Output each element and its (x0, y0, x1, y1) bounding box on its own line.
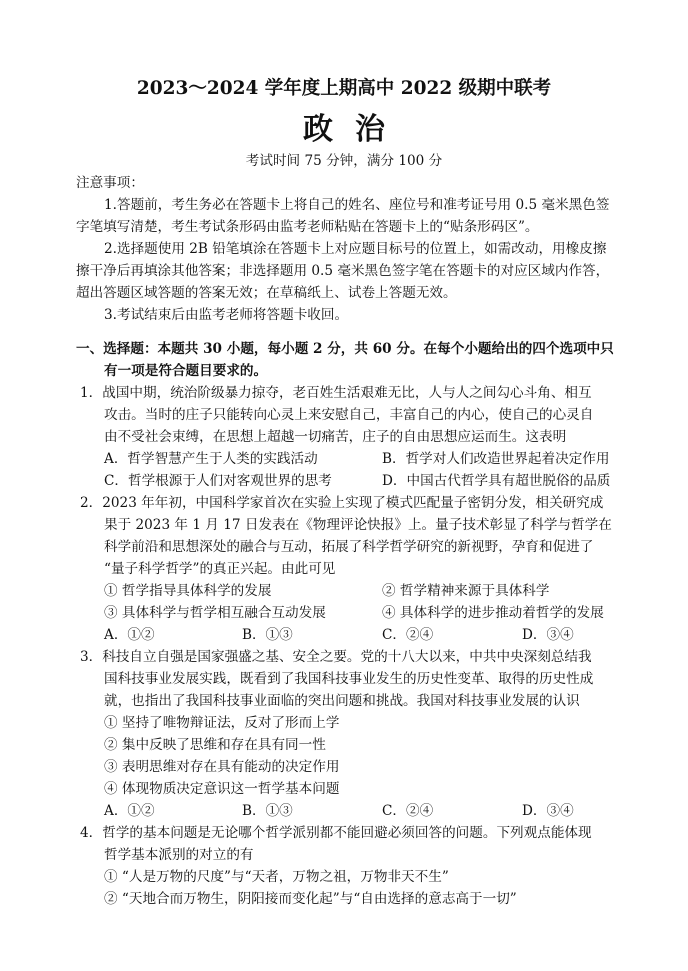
question-2-stem-line-2: 果于 2023 年 1 月 17 日发表在《物理评论快报》上。量子技术彰显了科学与哲学在 (104, 517, 612, 533)
question-3-statement-3: ③ 表明思维对存在具有能动的决定作用 (104, 759, 340, 775)
subject-title: 政治 (303, 112, 407, 147)
section-heading-line-1: 一、选择题：本题共 30 小题，每小题 2 分，共 60 分。在每个小题给出的四个选项中只 (76, 341, 614, 357)
notice-item-1-line-1: 1.答题前，考生务必在答题卡上将自己的姓名、座位号和准考证号用 0.5 毫米黑色签 (104, 197, 610, 213)
section-heading-line-2: 有一项是符合题目要求的。 (104, 363, 268, 379)
question-3-stem-line-3: 就，也指出了我国科技事业面临的突出问题和挑战。我国对科技事业发展的认识 (104, 693, 580, 709)
question-3-statement-1: ① 坚持了唯物辩证法，反对了形而上学 (104, 715, 340, 731)
question-4-stem-line-2: 哲学基本派别的对立的有 (104, 847, 254, 863)
question-1-stem-line-2: 攻击。当时的庄子只能转向心灵上来安慰自己，丰富自己的内心，使自己的心灵自 (104, 407, 594, 423)
question-3-option-d: D．③④ (522, 803, 574, 819)
question-4-statement-1: ① “人是万物的尺度”与“天者，万物之祖，万物非天不生” (104, 869, 449, 885)
question-3-stem-line-2: 国科技事业发展实践，既看到了我国科技事业发生的历史性变革、取得的历史性成 (104, 671, 594, 687)
question-1-option-b: B．哲学对人们改造世界起着决定作用 (382, 451, 610, 467)
question-2-option-c: C．②④ (382, 627, 434, 643)
exam-title: 2023～2024 学年度上期高中 2022 级期中联考 (136, 78, 552, 99)
notice-item-1-line-2: 字笔填写清楚，考生考试条形码由监考老师粘贴在答题卡上的“贴条形码区”。 (76, 219, 539, 235)
question-1-stem-line-3: 由不受社会束缚，在思想上超越一切痛苦，庄子的自由思想应运而生。这表明 (104, 429, 567, 445)
question-2-option-a: A．①② (104, 627, 155, 643)
notice-item-2-line-3: 超出答题区域答题的答案无效；在草稿纸上、试卷上答题无效。 (76, 285, 457, 301)
question-1-stem-line-1: 1．战国中期，统治阶级暴力掠夺，老百姓生活艰难无比，人与人之间勾心斗角、相互 (80, 385, 592, 401)
question-3-option-c: C．②④ (382, 803, 434, 819)
question-1-option-a: A．哲学智慧产生于人类的实践活动 (104, 451, 318, 467)
question-1-option-c: C．哲学根源于人们对客观世界的思考 (104, 473, 332, 489)
notice-item-2-line-1: 2.选择题使用 2B 铅笔填涂在答题卡上对应题目标号的位置上，如需改动，用橡皮擦 (104, 241, 607, 257)
question-2-statement-4: ④ 具体科学的进步推动着哲学的发展 (382, 605, 604, 621)
question-2-option-d: D．③④ (522, 627, 574, 643)
notice-item-3-line-1: 3.考试结束后由监考老师将答题卡收回。 (104, 307, 349, 323)
question-2-statement-1: ① 哲学指导具体科学的发展 (104, 583, 272, 599)
question-2-option-b: B．①③ (242, 627, 293, 643)
question-2-statement-3: ③ 具体科学与哲学相互融合互动发展 (104, 605, 326, 621)
question-2-stem-line-4: “量子科学哲学”的真正兴起。由此可见 (104, 561, 336, 577)
question-2-stem-line-1: 2．2023 年年初，中国科学家首次在实验上实现了模式匹配量子密钥分发，相关研究成 (80, 495, 604, 511)
notice-heading: 注意事项： (76, 175, 144, 191)
question-2-stem-line-3: 科学前沿和思想深处的融合与互动，拓展了科学哲学研究的新视野，孕育和促进了 (104, 539, 594, 555)
question-2-statement-2: ② 哲学精神来源于具体科学 (382, 583, 550, 599)
question-3-statement-4: ④ 体现物质决定意识这一哲学基本问题 (104, 781, 340, 797)
question-3-statement-2: ② 集中反映了思维和存在具有同一性 (104, 737, 326, 753)
question-4-statement-2: ② “天地合而万物生，阴阳接而变化起”与“自由选择的意志高于一切” (104, 891, 517, 907)
question-3-stem-line-1: 3．科技自立自强是国家强盛之基、安全之要。党的十八大以来，中共中央深刻总结我 (80, 649, 592, 665)
question-1-option-d: D．中国古代哲学具有超世脱俗的品质 (382, 473, 611, 489)
exam-info: 考试时间 75 分钟，满分 100 分 (245, 153, 443, 169)
question-3-option-b: B．①③ (242, 803, 293, 819)
question-3-option-a: A．①② (104, 803, 155, 819)
question-4-stem-line-1: 4．哲学的基本问题是无论哪个哲学派别都不能回避必须回答的问题。下列观点能体现 (80, 825, 592, 841)
notice-item-2-line-2: 擦干净后再填涂其他答案；非选择题用 0.5 毫米黑色签字笔在答题卡的对应区域内作答， (76, 263, 610, 279)
